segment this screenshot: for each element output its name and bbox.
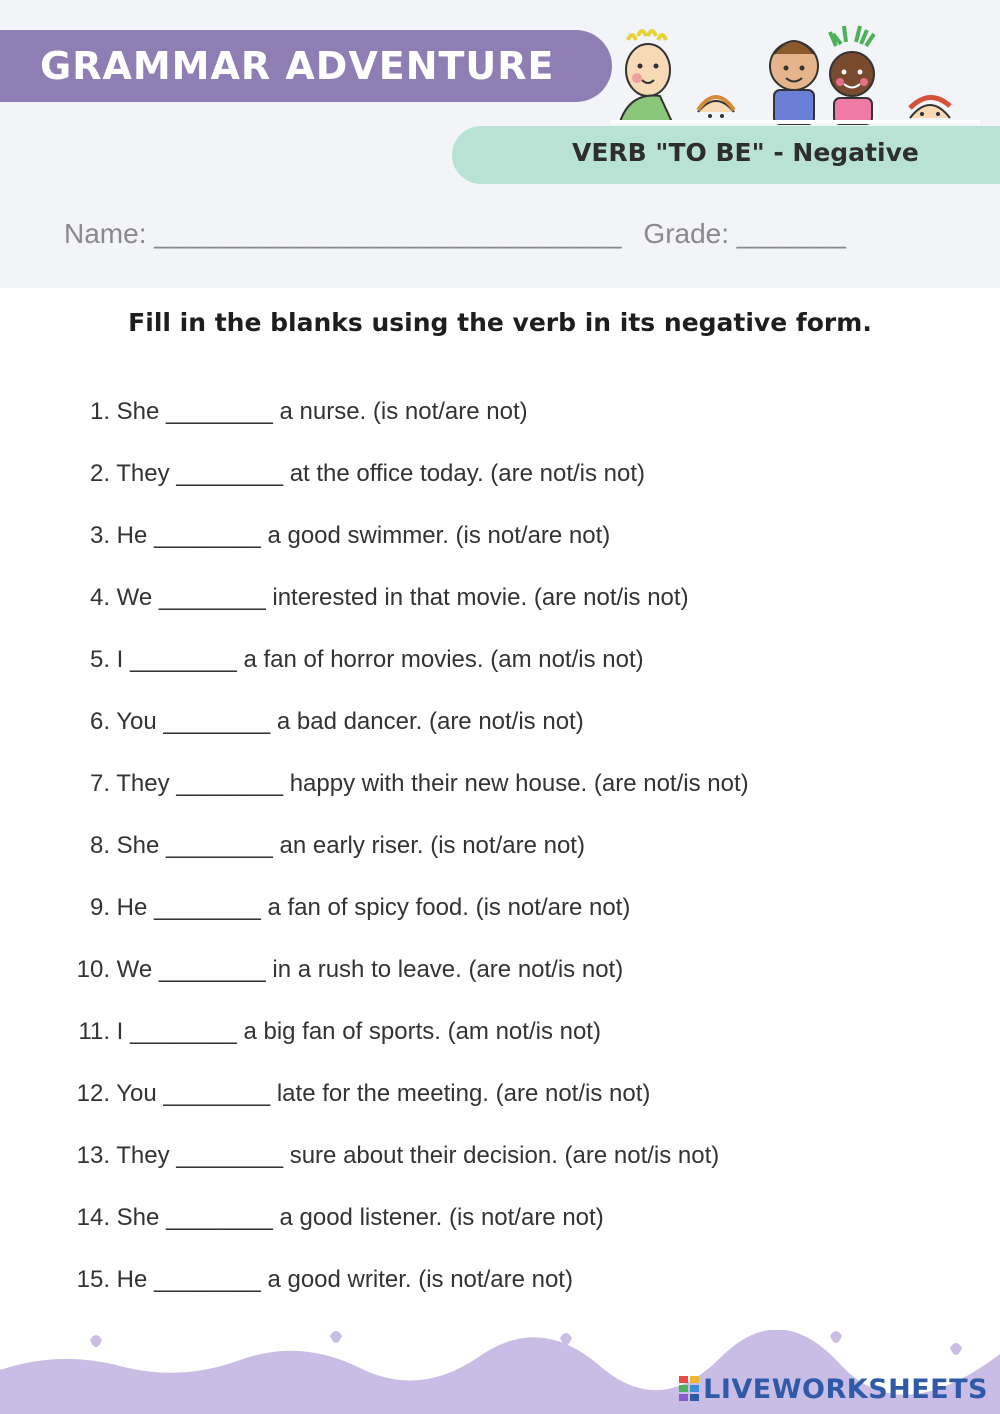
question-text[interactable]: He ________ a good swimmer. (is not/are not) <box>116 522 611 549</box>
question-item <box>0 956 623 996</box>
name-grade-row <box>64 218 846 250</box>
liveworksheets-logo-icon <box>679 1376 699 1402</box>
subtitle-banner <box>452 126 1000 184</box>
question-item <box>0 1266 573 1306</box>
question-text[interactable]: She ________ a good listener. (is not/are not) <box>116 1204 604 1231</box>
question-item <box>0 398 528 438</box>
question-number: 3. <box>89 522 110 549</box>
question-number: 10. <box>76 956 110 983</box>
kid-2-icon <box>698 97 734 118</box>
question-number: 9. <box>89 894 110 921</box>
question-item <box>0 646 644 686</box>
name-field[interactable]: Name: ______________________________ <box>64 218 622 249</box>
question-text[interactable]: You ________ late for the meeting. (are not/is not) <box>116 1080 651 1107</box>
question-item <box>0 708 584 748</box>
question-text[interactable]: He ________ a good writer. (is not/are not) <box>116 1266 573 1293</box>
question-text[interactable]: They ________ sure about their decision. (are not/is not) <box>116 1142 720 1169</box>
question-number: 13. <box>76 1142 110 1169</box>
liveworksheets-logo[interactable] <box>679 1374 988 1405</box>
question-item <box>0 522 610 562</box>
question-number: 4. <box>89 584 110 611</box>
question-number: 6. <box>89 708 110 735</box>
question-text[interactable]: We ________ interested in that movie. (are not/is not) <box>116 584 689 611</box>
question-item <box>0 1204 604 1244</box>
question-item <box>0 832 585 872</box>
question-number: 15. <box>76 1266 110 1293</box>
question-number: 5. <box>89 646 110 673</box>
question-text[interactable]: She ________ a nurse. (is not/are not) <box>116 398 528 425</box>
question-text[interactable]: They ________ happy with their new house. (are not/is not) <box>116 770 749 797</box>
question-item <box>0 1018 601 1058</box>
question-text[interactable]: She ________ an early riser. (is not/are not) <box>116 832 585 859</box>
kid-5-icon <box>910 97 950 118</box>
question-number: 1. <box>89 398 110 425</box>
question-number: 12. <box>76 1080 110 1107</box>
kid-3-icon <box>770 41 818 124</box>
question-text[interactable]: I ________ a big fan of sports. (am not/is not) <box>116 1018 601 1045</box>
kid-1-icon <box>620 31 672 122</box>
question-item <box>0 1080 650 1120</box>
question-item <box>0 1142 719 1182</box>
question-text[interactable]: You ________ a bad dancer. (are not/is not) <box>116 708 584 735</box>
question-number: 8. <box>89 832 110 859</box>
question-item <box>0 770 749 810</box>
title-banner <box>0 30 612 102</box>
kids-illustration-icon <box>610 22 980 132</box>
worksheet-title: GRAMMAR ADVENTURE <box>40 44 555 88</box>
instruction-text: Fill in the blanks using the verb in its negative form. <box>128 308 872 337</box>
question-number: 7. <box>89 770 110 797</box>
question-text[interactable]: He ________ a fan of spicy food. (is not/are not) <box>116 894 631 921</box>
question-text[interactable]: We ________ in a rush to leave. (are not/is not) <box>116 956 624 983</box>
worksheet-subtitle: VERB "TO BE" - Negative <box>572 138 919 167</box>
logo-text: LIVEWORKSHEETS <box>703 1374 988 1405</box>
question-item <box>0 894 630 934</box>
question-number: 11. <box>78 1018 110 1045</box>
grade-field[interactable]: Grade: _______ <box>643 218 846 249</box>
question-item <box>0 584 689 624</box>
kid-4-icon <box>830 26 874 124</box>
question-item <box>0 460 645 500</box>
question-text[interactable]: I ________ a fan of horror movies. (am not/is not) <box>116 646 644 673</box>
question-text[interactable]: They ________ at the office today. (are not/is not) <box>116 460 646 487</box>
question-number: 14. <box>76 1204 110 1231</box>
question-number: 2. <box>89 460 110 487</box>
